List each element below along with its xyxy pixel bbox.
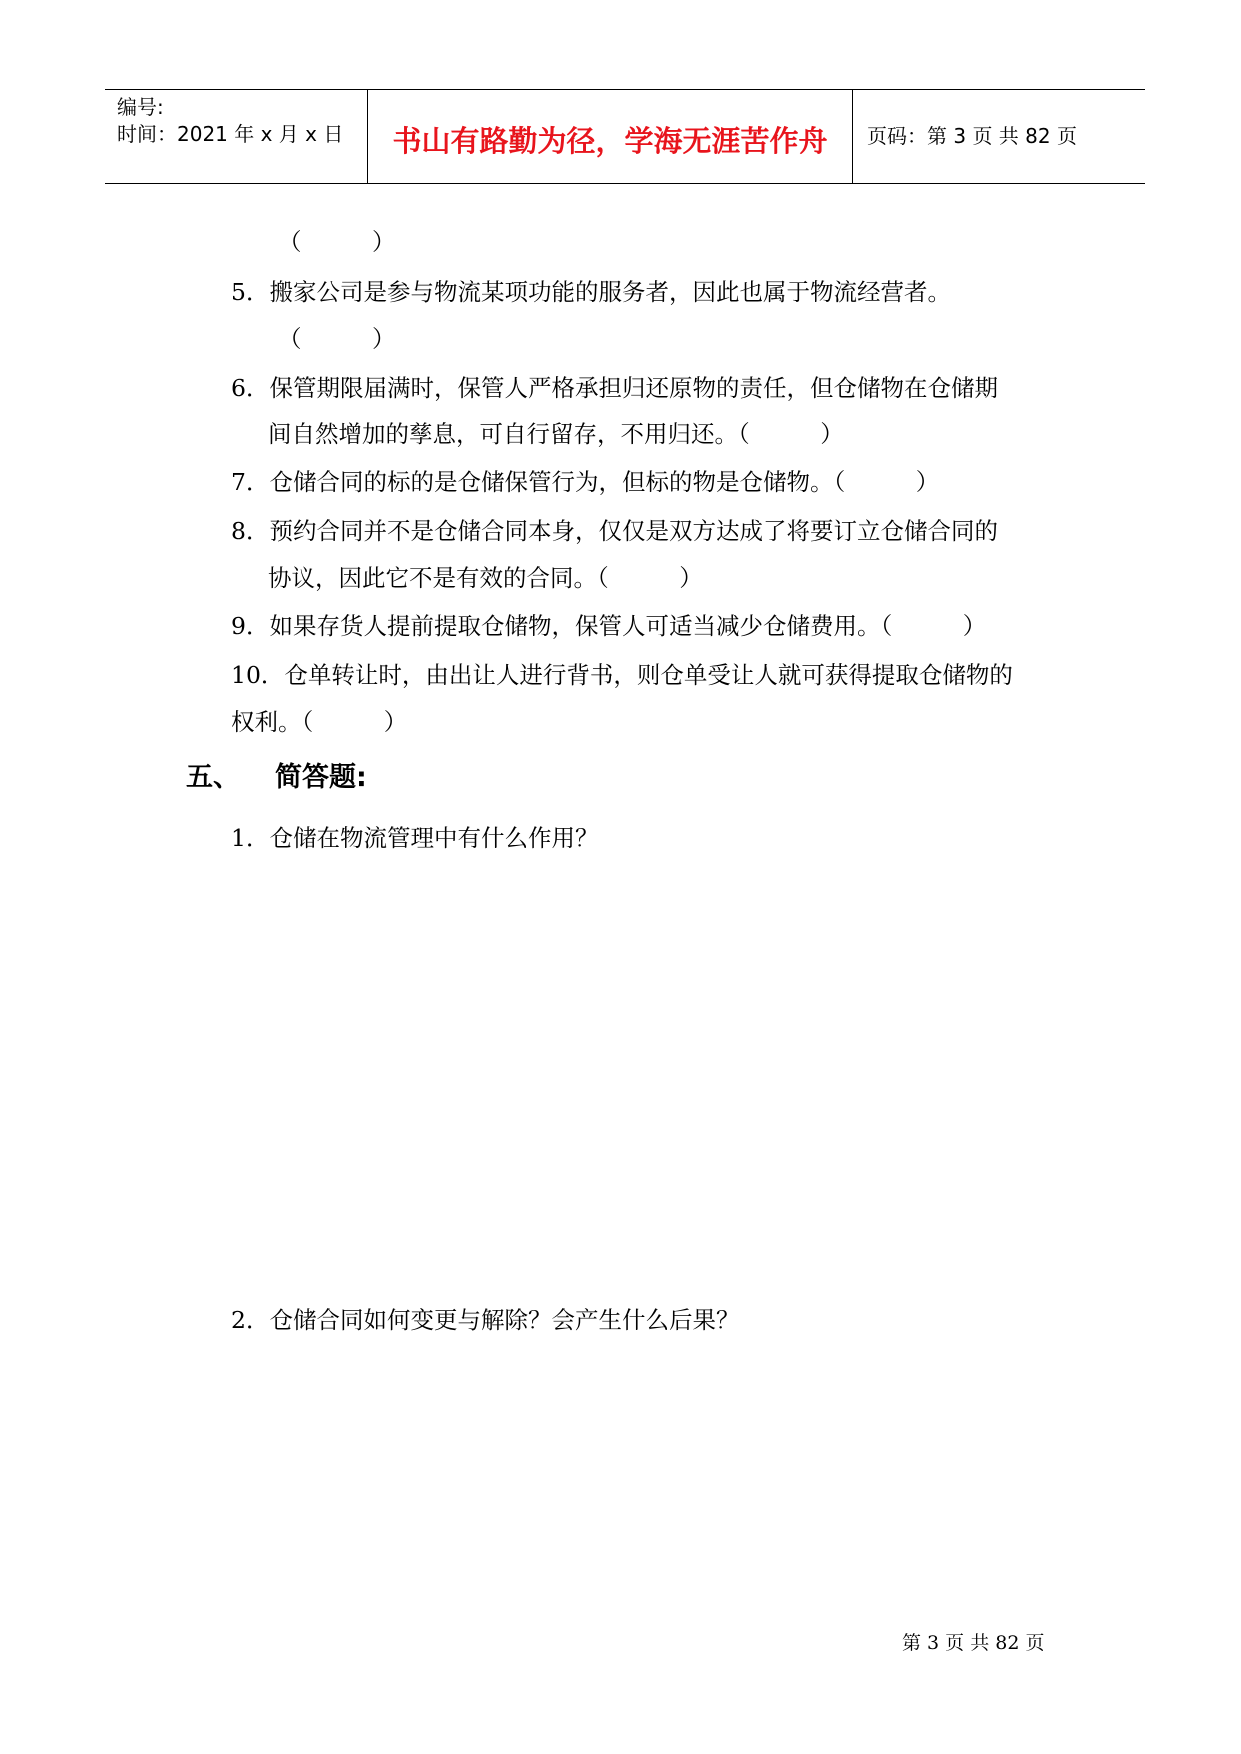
page-header bbox=[105, 89, 1145, 184]
short-answer-question-2: 2．仓储合同如何变更与解除？会产生什么后果？ bbox=[231, 1306, 740, 1334]
page-indicator: 页码：第 3 页 共 82 页 bbox=[867, 124, 1077, 148]
question-9: 9．如果存货人提前提取仓储物，保管人可适当减少仓储费用。（ ） bbox=[231, 612, 987, 640]
question-5: 5．搬家公司是参与物流某项功能的服务者，因此也属于物流经营者。 bbox=[231, 278, 951, 306]
header-meta-cell bbox=[105, 90, 368, 183]
short-answer-question-1: 1．仓储在物流管理中有什么作用？ bbox=[231, 824, 599, 852]
question-8: 8．预约合同并不是仓储合同本身，仅仅是双方达成了将要订立仓储合同的 bbox=[231, 517, 998, 545]
answer-parens: （ ） bbox=[278, 325, 396, 353]
motto-text: 书山有路勤为径，学海无涯苦作舟 bbox=[392, 124, 828, 158]
question-6-continuation: 间自然增加的孳息，可自行留存，不用归还。（ ） bbox=[268, 420, 844, 448]
header-motto-cell bbox=[368, 90, 853, 183]
date-label: 时间：2021 年 x 月 x 日 bbox=[117, 122, 344, 146]
page-footer: 第 3 页 共 82 页 bbox=[902, 1632, 1045, 1654]
header-page-cell bbox=[854, 90, 1144, 183]
section-title: 简答题: bbox=[275, 762, 367, 793]
question-8-continuation: 协议，因此它不是有效的合同。（ ） bbox=[268, 564, 703, 592]
answer-parens: （ ） bbox=[278, 228, 396, 256]
question-10: 10．仓单转让时，由出让人进行背书，则仓单受让人就可获得提取仓储物的 bbox=[231, 661, 1013, 689]
section-number: 五、 bbox=[186, 762, 240, 793]
question-6: 6．保管期限届满时，保管人严格承担归还原物的责任，但仓储物在仓储期 bbox=[231, 374, 998, 402]
question-7: 7．仓储合同的标的是仓储保管行为，但标的物是仓储物。（ ） bbox=[231, 468, 940, 496]
serial-label: 编号: bbox=[117, 95, 164, 119]
question-10-continuation: 权利。（ ） bbox=[231, 708, 408, 736]
